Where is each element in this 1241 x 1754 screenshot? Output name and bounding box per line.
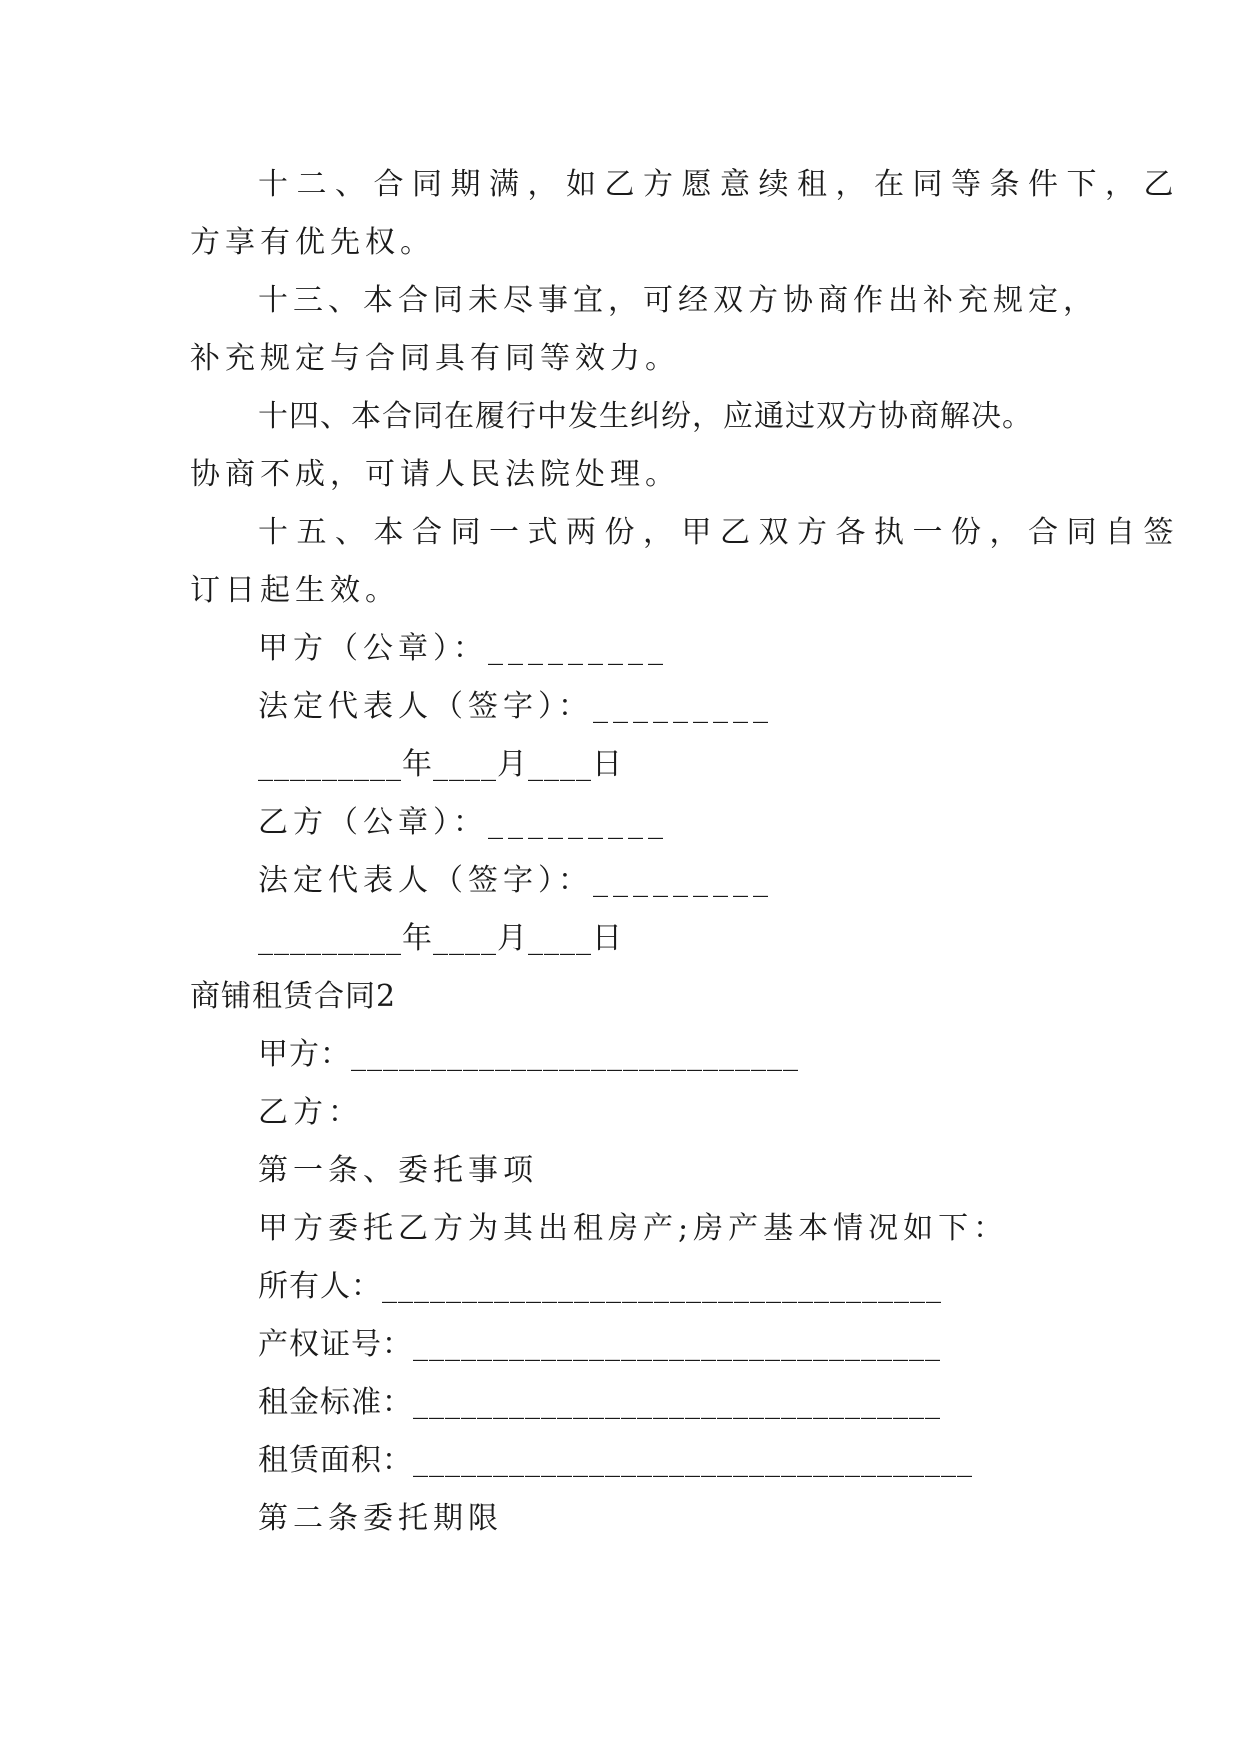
article-heading: 第二条委托期限 <box>258 1501 503 1536</box>
paragraph-line: 补充规定与合同具有同等效力。 <box>190 341 680 376</box>
paragraph-line: 十四、本合同在履行中发生纠纷，应通过双方协商解决。 <box>258 399 1033 434</box>
section-title: 商铺租赁合同2 <box>190 979 397 1014</box>
rent-standard-field: 租金标准：_________________________________ <box>258 1385 941 1420</box>
property-certificate-field: 产权证号：_________________________________ <box>258 1327 941 1362</box>
party-b-seal-line: 乙方（公章）：_________ <box>258 805 668 840</box>
paragraph-line: 甲方委托乙方为其出租房产;房产基本情况如下： <box>258 1211 1009 1246</box>
party-b-date-line: _________年____月____日 <box>258 921 623 956</box>
party-b-representative-line: 法定代表人（签字）：_________ <box>258 863 773 898</box>
paragraph-line: 十二、合同期满，如乙方愿意续租，在同等条件下，乙 <box>258 167 1182 202</box>
paragraph-line: 十五、本合同一式两份，甲乙双方各执一份，合同自签 <box>258 515 1182 550</box>
party-b-field: 乙方： <box>258 1095 363 1130</box>
paragraph-line: 方享有优先权。 <box>190 225 435 260</box>
party-a-field: 甲方：____________________________ <box>258 1037 799 1072</box>
owner-field: 所有人：___________________________________ <box>258 1269 942 1304</box>
rental-area-field: 租赁面积：___________________________________ <box>258 1443 973 1478</box>
paragraph-line: 订日起生效。 <box>190 573 400 608</box>
paragraph-line: 十三、本合同未尽事宜，可经双方协商作出补充规定， <box>258 283 1098 318</box>
party-a-date-line: _________年____月____日 <box>258 747 623 782</box>
party-a-seal-line: 甲方（公章）：_________ <box>258 631 668 666</box>
paragraph-line: 协商不成，可请人民法院处理。 <box>190 457 680 492</box>
article-heading: 第一条、委托事项 <box>258 1153 538 1188</box>
party-a-representative-line: 法定代表人（签字）：_________ <box>258 689 773 724</box>
